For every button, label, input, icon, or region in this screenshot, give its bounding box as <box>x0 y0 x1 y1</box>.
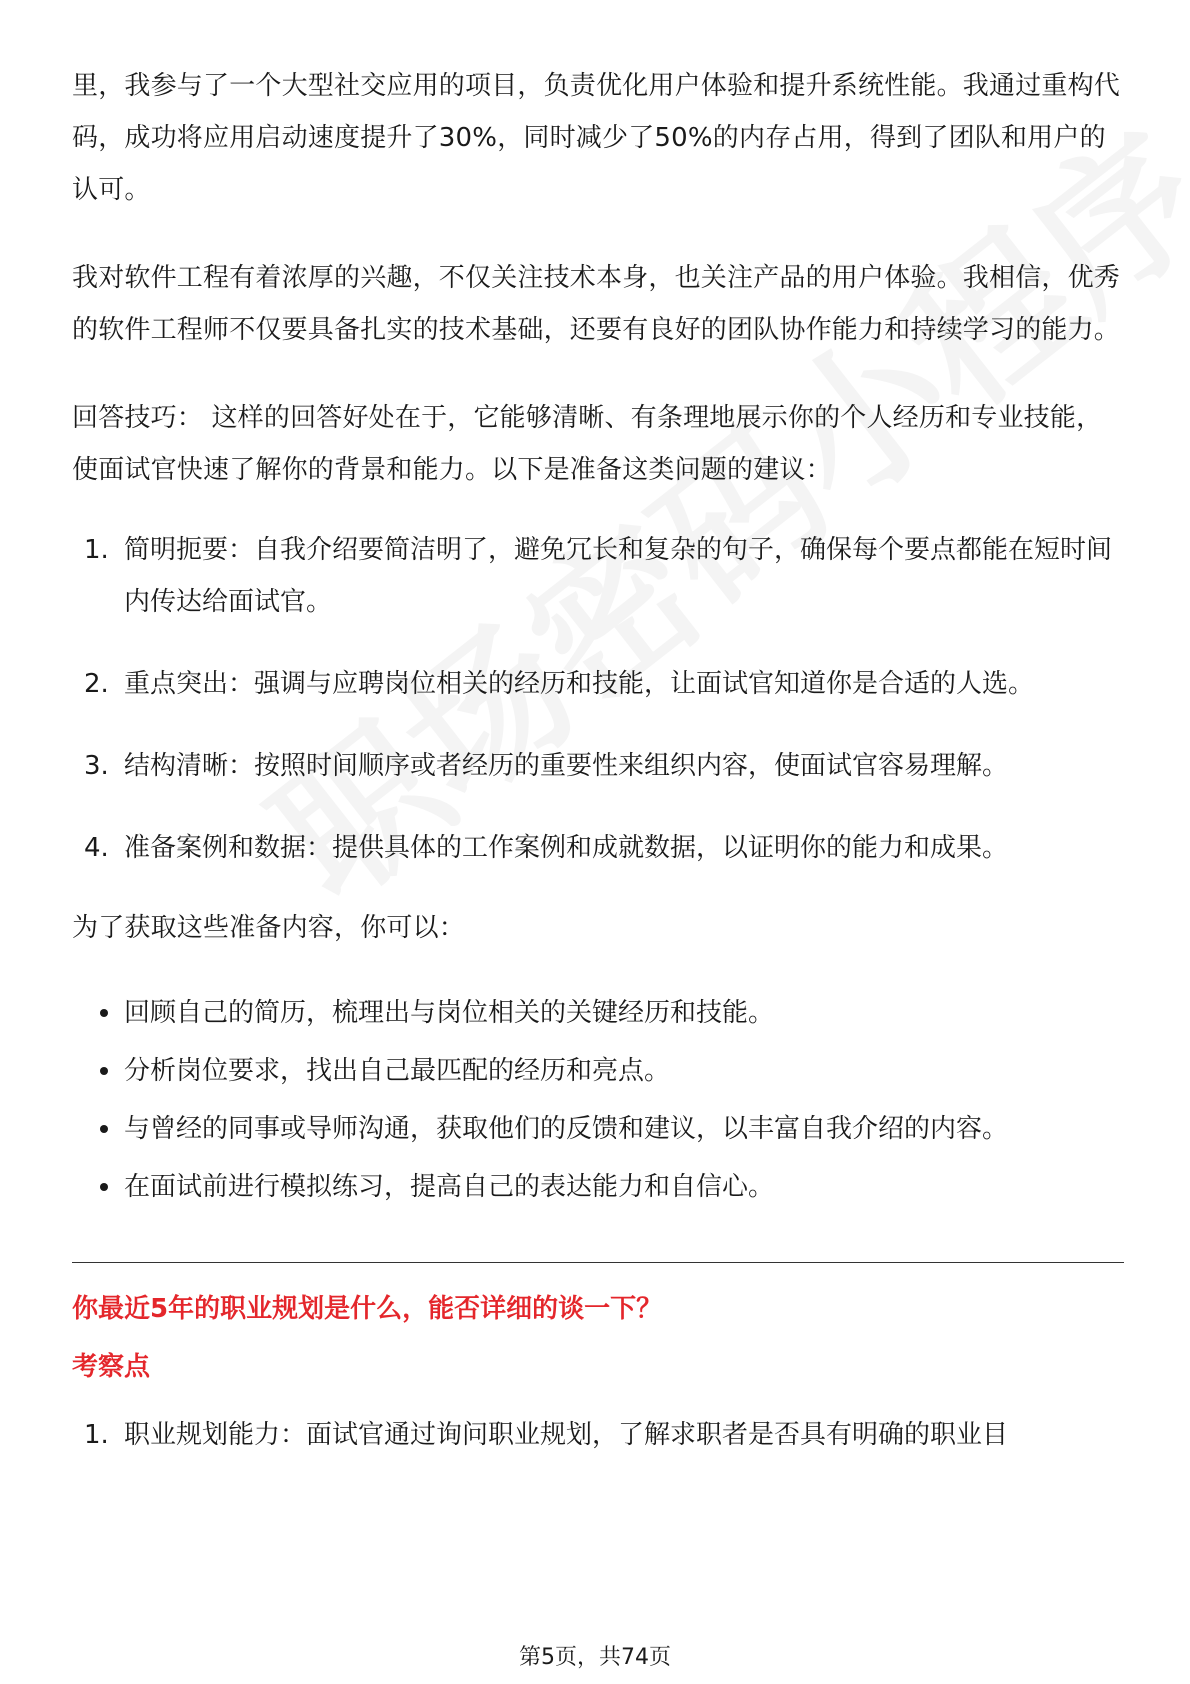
list-item <box>72 1158 1124 1216</box>
list-item <box>72 658 1124 710</box>
paragraph-prep-intro: 为了获取这些准备内容，你可以： <box>72 913 466 943</box>
bullet-dot-icon <box>100 1067 108 1075</box>
list-item-text: 在面试前进行模拟练习，提高自己的表达能力和自信心。 <box>124 1172 775 1202</box>
list-item-text: 重点突出：强调与应聘岗位相关的经历和技能，让面试官知道你是合适的人选。 <box>124 669 1035 699</box>
prep-bullet-list <box>72 984 1124 1216</box>
list-item <box>72 1409 1124 1461</box>
list-number: 3. <box>84 751 109 781</box>
list-item-text: 职业规划能力：面试官通过询问职业规划，了解求职者是否具有明确的职业目 <box>124 1420 1009 1450</box>
list-item <box>72 740 1124 792</box>
bullet-dot-icon <box>100 1009 108 1017</box>
list-item-text: 分析岗位要求，找出自己最匹配的经历和亮点。 <box>124 1056 671 1086</box>
section-heading: 考察点 <box>72 1352 151 1382</box>
points-list <box>72 1409 1124 1461</box>
section-divider <box>72 1262 1124 1263</box>
list-number: 1. <box>84 1420 109 1450</box>
list-number: 2. <box>84 669 109 699</box>
paragraph-answer-tips: 回答技巧： 这样的回答好处在于，它能够清晰、有条理地展示你的个人经历和专业技能，使面试官快速了解你的背景和能力。以下是准备这类问题的建议： <box>72 403 1103 485</box>
list-item <box>72 822 1124 874</box>
page-content <box>72 60 1124 1461</box>
list-number: 1. <box>84 535 109 565</box>
bullet-dot-icon <box>100 1125 108 1133</box>
list-item <box>72 1100 1124 1158</box>
list-item-text: 准备案例和数据：提供具体的工作案例和成就数据，以证明你的能力和成果。 <box>124 833 1009 863</box>
list-item-text: 与曾经的同事或导师沟通，获取他们的反馈和建议，以丰富自我介绍的内容。 <box>124 1114 1009 1144</box>
question-heading: 你最近5年的职业规划是什么，能否详细的谈一下？ <box>72 1294 663 1324</box>
list-item <box>72 524 1124 628</box>
tips-list <box>72 524 1124 874</box>
list-number: 4. <box>84 833 109 863</box>
list-item-text: 回顾自己的简历，梳理出与岗位相关的关键经历和技能。 <box>124 998 775 1028</box>
bullet-dot-icon <box>100 1183 108 1191</box>
paragraph-interest: 我对软件工程有着浓厚的兴趣，不仅关注技术本身，也关注产品的用户体验。我相信，优秀的软件工程师不仅要具备扎实的技术基础，还要有良好的团队协作能力和持续学习的能力。 <box>72 263 1121 345</box>
list-item <box>72 1042 1124 1100</box>
list-item-text: 简明扼要：自我介绍要简洁明了，避免冗长和复杂的句子，确保每个要点都能在短时间内传达给面试官。 <box>124 535 1113 617</box>
page-footer: 第5页，共74页 <box>519 1645 671 1670</box>
list-item-text: 结构清晰：按照时间顺序或者经历的重要性来组织内容，使面试官容易理解。 <box>124 751 1009 781</box>
list-item <box>72 984 1124 1042</box>
paragraph-experience: 里，我参与了一个大型社交应用的项目，负责优化用户体验和提升系统性能。我通过重构代码，成功将应用启动速度提升了30%，同时减少了50%的内存占用，得到了团队和用户的认可。 <box>72 71 1121 205</box>
